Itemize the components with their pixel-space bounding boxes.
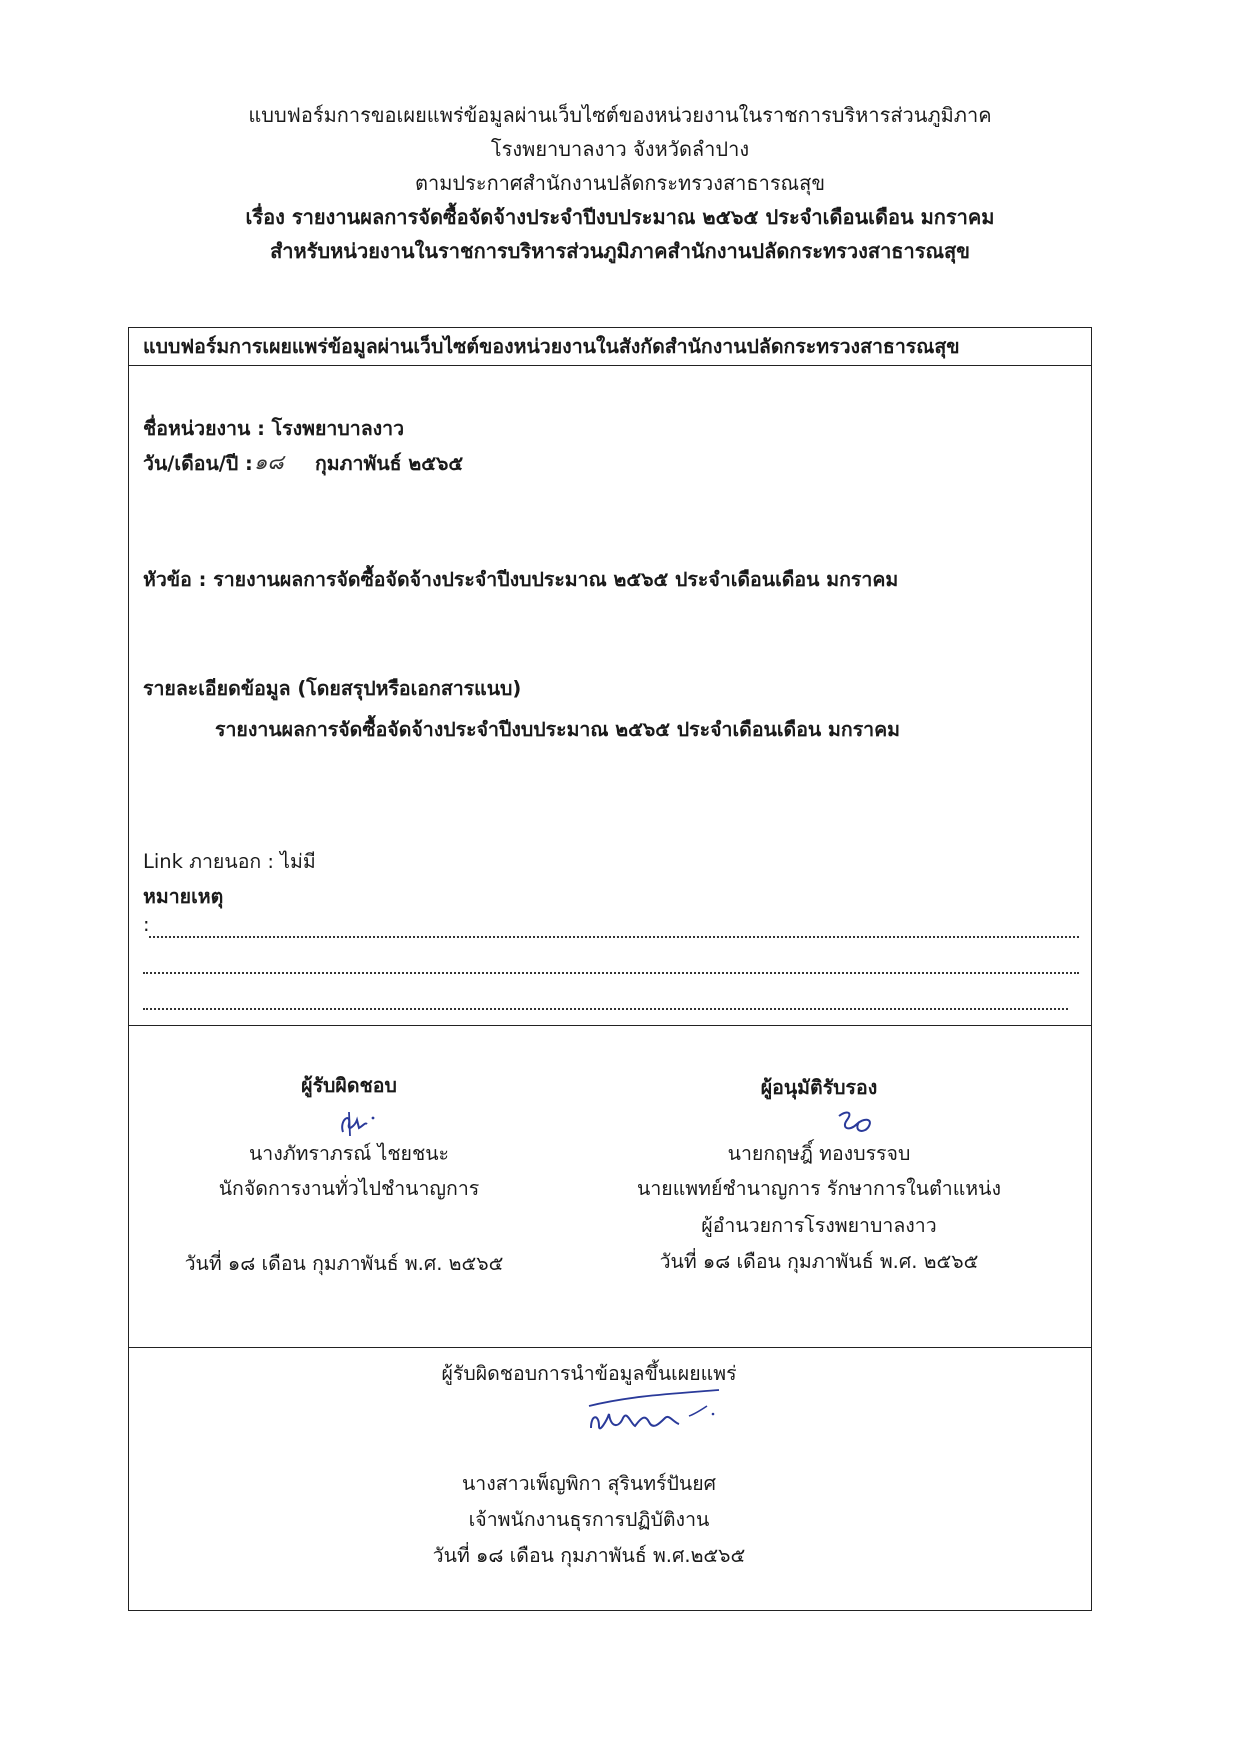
header-line-2: โรงพยาบาลงาว จังหวัดลำปาง [490,137,750,161]
header-line-1: แบบฟอร์มการขอเผยแพร่ข้อมูลผ่านเว็บไซต์ของหน่วยงานในราชการบริหารส่วนภูมิภาค [248,103,992,127]
approver-position-2: ผู้อำนวยการโรงพยาบาลงาว [701,1214,937,1237]
document-header [0,98,1240,268]
publisher-signature [569,1384,729,1444]
approver-date: วันที่ ๑๘ เดือน กุมภาพันธ์ พ.ศ. ๒๕๖๕ [659,1250,979,1273]
detail-text: รายงานผลการจัดซื้อจัดจ้างประจำปีงบประมาณ ๒๕๖๕ ประจำเดือนเดือน มกราคม [215,718,901,741]
approver-signature [829,1104,885,1142]
remark-dotted-line-2 [143,972,1079,974]
responsible-date: วันที่ ๑๘ เดือน กุมภาพันธ์ พ.ศ. ๒๕๖๕ [184,1252,504,1275]
agency-name: ชื่อหน่วยงาน : โรงพยาบาลงาว [143,417,405,440]
approver-position-1: นายแพทย์ชำนาญการ รักษาการในตำแหน่ง [637,1177,1001,1200]
responsible-heading: ผู้รับผิดชอบ [301,1074,397,1097]
responsible-name: นางภัทราภรณ์ ไชยชนะ [248,1142,450,1165]
date-month-year: กุมภาพันธ์ ๒๕๖๕ [315,452,464,475]
detail-label: รายละเอียดข้อมูล (โดยสรุปหรือเอกสารแนบ) [143,677,522,700]
publisher-position: เจ้าพนักงานธุรการปฏิบัติงาน [468,1508,710,1531]
publisher-heading: ผู้รับผิดชอบการนำข้อมูลขึ้นเผยแพร่ [441,1362,737,1385]
date-label: วัน/เดือน/ปี : [143,452,253,475]
remark-label: หมายเหตุ [143,885,224,908]
approver-name: นายกฤษฎิ์ ทองบรรจบ [727,1142,911,1165]
remark-dotted-line-3 [143,1008,1068,1010]
date-day-handwritten: ๑๘ [254,450,284,474]
header-line-3: ตามประกาศสำนักงานปลัดกระทรวงสาธารณสุข [414,171,825,195]
form-frame [128,327,1092,1611]
responsible-position: นักจัดการงานทั่วไปชำนาญการ [218,1177,480,1200]
section-divider-1 [129,1025,1091,1026]
remark-dotted-line-1 [149,936,1079,938]
publisher-date: วันที่ ๑๘ เดือน กุมภาพันธ์ พ.ศ.๒๕๖๕ [432,1544,746,1567]
responsible-signature [329,1102,389,1142]
publisher-name: นางสาวเพ็ญพิกา สุรินทร์ปันยศ [461,1472,717,1495]
form-title: แบบฟอร์มการเผยแพร่ข้อมูลผ่านเว็บไซต์ของหน่วยงานในสังกัดสำนักงานปลัดกระทรวงสาธารณสุข [129,328,1091,366]
header-line-5: สำหรับหน่วยงานในราชการบริหารส่วนภูมิภาคสำนักงานปลัดกระทรวงสาธารณสุข [270,239,970,263]
topic: หัวข้อ : รายงานผลการจัดซื้อจัดจ้างประจำปีงบประมาณ ๒๕๖๕ ประจำเดือนเดือน มกราคม [143,568,899,591]
remark-colon: : [143,913,150,936]
section-divider-2 [129,1347,1091,1348]
external-link: Link ภายนอก : ไม่มี [143,850,316,873]
approver-heading: ผู้อนุมัติรับรอง [760,1076,878,1099]
header-line-4: เรื่อง รายงานผลการจัดซื้อจัดจ้างประจำปีงบประมาณ ๒๕๖๕ ประจำเดือนเดือน มกราคม [245,205,995,229]
